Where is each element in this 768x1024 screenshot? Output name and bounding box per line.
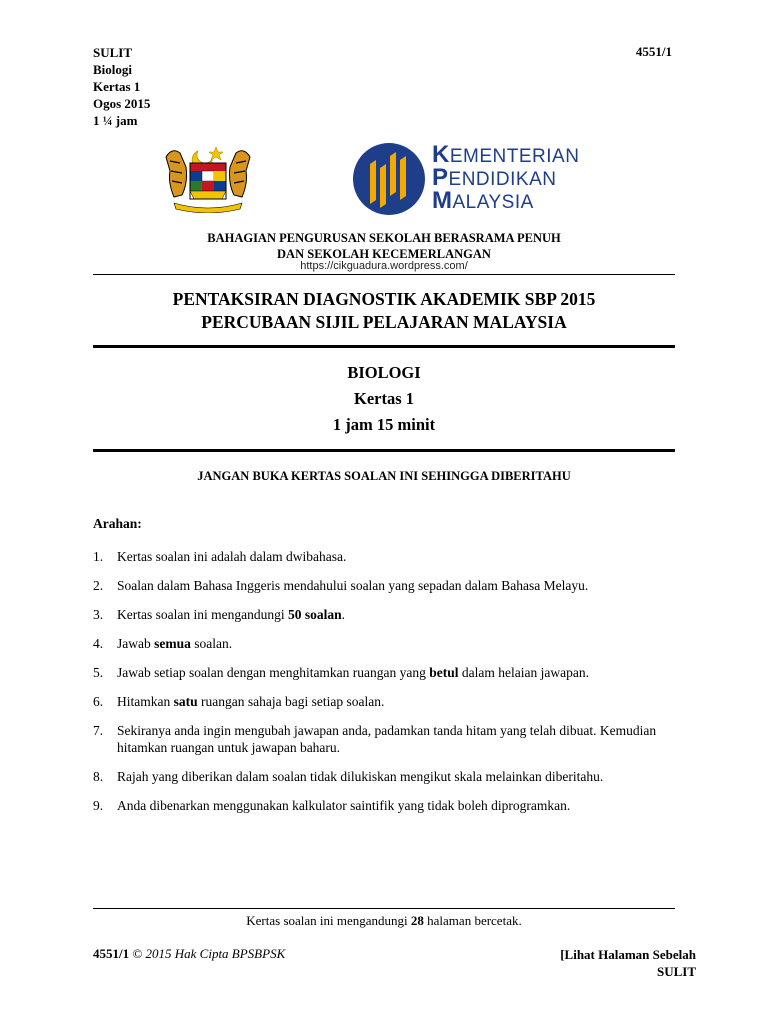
exam-title-line1: PENTAKSIRAN DIAGNOSTIK AKADEMIK SBP 2015: [172, 289, 596, 309]
instruction-text: Kertas soalan ini adalah dalam dwibahasa.: [117, 549, 347, 564]
instruction-item: [93, 635, 683, 652]
source-url[interactable]: https://cikguadura.wordpress.com/: [300, 260, 468, 272]
organization-line1: BAHAGIAN PENGURUSAN SEKOLAH BERASRAMA PENUH: [207, 231, 561, 245]
instructions-heading: Arahan:: [93, 516, 142, 531]
kpm-logo-icon: [352, 142, 426, 216]
kpm-initial-k: K: [432, 141, 450, 168]
instruction-item: [93, 577, 683, 594]
instruction-text: Jawab setiap soalan dengan menghitamkan ruangan yang: [117, 665, 430, 680]
divider-title: [93, 345, 675, 348]
footer-sulit: SULIT: [656, 964, 696, 979]
instruction-text: Kertas soalan ini mengandungi: [117, 607, 288, 622]
instructions-list: [93, 548, 683, 826]
divider-top: [93, 274, 675, 275]
kpm-line2: ENDIDIKAN: [448, 169, 557, 190]
instruction-item: [93, 693, 683, 710]
instruction-item: [93, 664, 683, 681]
header-duration: 1 ¼ jam: [93, 113, 138, 128]
instruction-number: 9.: [93, 798, 104, 813]
footer-right-block: [560, 946, 696, 980]
instruction-number: 4.: [93, 636, 104, 651]
header-left-block: [93, 44, 150, 129]
header-sulit: SULIT: [93, 45, 133, 60]
kpm-wordmark: [432, 141, 580, 214]
coat-of-arms-icon: [160, 143, 256, 213]
page-count-number: 28: [410, 913, 424, 928]
divider-footer: [93, 908, 675, 909]
kpm-initial-m: M: [432, 187, 453, 214]
header-subject: Biologi: [93, 62, 133, 77]
divider-subject: [93, 449, 675, 452]
instruction-number: 3.: [93, 607, 104, 622]
subject-name: BIOLOGI: [347, 363, 421, 382]
instruction-number: 7.: [93, 723, 104, 738]
organization-line2: DAN SEKOLAH KECEMERLANGAN: [277, 247, 491, 261]
kpm-initial-p: P: [432, 164, 449, 191]
header-date: Ogos 2015: [93, 96, 151, 111]
paper-number: Kertas 1: [353, 389, 415, 408]
instruction-item: [93, 606, 683, 623]
instruction-text: Sekiranya anda ingin mengubah jawapan anda, padamkan tanda hitam yang telah dibuat. Kemudian hitamkan ruangan untuk jawapan baharu.: [117, 723, 657, 755]
instruction-emphasis: semua: [154, 636, 191, 651]
do-not-open-warning: JANGAN BUKA KERTAS SOALAN INI SEHINGGA DIBERITAHU: [197, 469, 571, 483]
header-paper: Kertas 1: [93, 79, 141, 94]
header-paper-code: 4551/1: [635, 44, 672, 59]
instruction-item: [93, 768, 683, 785]
page-count-note: [0, 913, 768, 929]
instruction-item: [93, 722, 683, 756]
instruction-text: Hitamkan: [117, 694, 174, 709]
exam-duration: 1 jam 15 minit: [332, 415, 436, 434]
page-count-text-end: halaman bercetak.: [423, 913, 522, 928]
footer-paper-code: 4551/1: [93, 946, 130, 961]
instruction-text: Soalan dalam Bahasa Inggeris mendahului soalan yang sepadan dalam Bahasa Melayu.: [117, 578, 589, 593]
subject-block: [0, 360, 768, 438]
instruction-number: 1.: [93, 549, 104, 564]
next-page-note: [Lihat Halaman Sebelah: [560, 947, 696, 962]
instruction-emphasis: betul: [429, 665, 459, 680]
footer-copyright-text: © 2015 Hak Cipta BPSBPSK: [129, 946, 286, 961]
instruction-number: 6.: [93, 694, 104, 709]
organization-name: [0, 230, 768, 262]
instruction-text-end: ruangan sahaja bagi setiap soalan.: [197, 694, 385, 709]
instruction-text-end: .: [341, 607, 345, 622]
instruction-number: 5.: [93, 665, 104, 680]
instruction-number: 8.: [93, 769, 104, 784]
instruction-text: Jawab: [117, 636, 155, 651]
footer-copyright: [93, 946, 285, 962]
kpm-line1: EMENTERIAN: [449, 146, 580, 167]
instruction-text: Anda dibenarkan menggunakan kalkulator saintifik yang tidak boleh diprogramkan.: [117, 798, 571, 813]
instruction-item: [93, 797, 683, 814]
instruction-text: Rajah yang diberikan dalam soalan tidak dilukiskan mengikut skala melainkan diberitahu.: [117, 769, 604, 784]
instruction-emphasis: satu: [173, 694, 198, 709]
instruction-text-end: soalan.: [190, 636, 233, 651]
exam-title-line2: PERCUBAAN SIJIL PELAJARAN MALAYSIA: [201, 312, 567, 332]
kpm-line3: ALAYSIA: [452, 192, 534, 213]
page-count-text: Kertas soalan ini mengandungi: [246, 913, 411, 928]
exam-title: [0, 288, 768, 334]
instruction-emphasis: 50 soalan: [287, 607, 342, 622]
instruction-item: [93, 548, 683, 565]
instruction-text-end: dalam helaian jawapan.: [458, 665, 589, 680]
instruction-number: 2.: [93, 578, 104, 593]
